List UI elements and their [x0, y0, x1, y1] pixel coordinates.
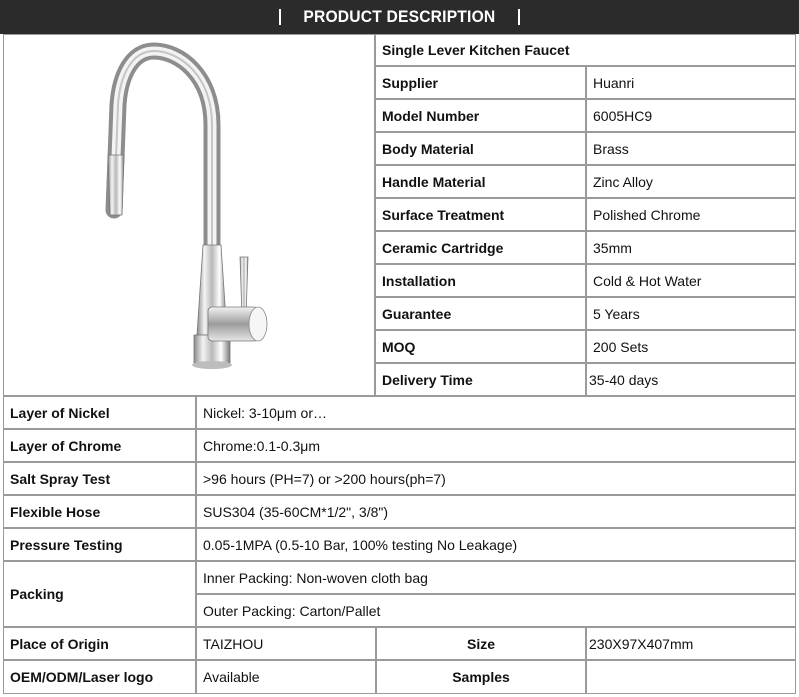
detail-value: >96 hours (PH=7) or >200 hours(ph=7): [196, 462, 796, 495]
product-image-cell: [3, 34, 375, 396]
samples-label: Samples: [376, 660, 586, 694]
origin-value: TAIZHOU: [196, 627, 376, 660]
spec-label: Supplier: [375, 66, 586, 99]
product-name: Single Lever Kitchen Faucet: [375, 34, 796, 66]
detail-label: Pressure Testing: [3, 528, 196, 561]
size-label: Size: [376, 627, 586, 660]
spec-value: Brass: [586, 132, 796, 165]
detail-label: Flexible Hose: [3, 495, 196, 528]
spec-value: 35-40 days: [586, 363, 796, 396]
outer-packing-value: Outer Packing: Carton/Pallet: [196, 594, 796, 627]
inner-packing-value: Inner Packing: Non-woven cloth bag: [196, 561, 796, 594]
spec-label: Ceramic Cartridge: [375, 231, 586, 264]
size-value: 230X97X407mm: [586, 627, 796, 660]
spec-label: Surface Treatment: [375, 198, 586, 231]
detail-value: Chrome:0.1-0.3μm: [196, 429, 796, 462]
spec-value: 35mm: [586, 231, 796, 264]
samples-value: [586, 660, 796, 694]
spec-value: 200 Sets: [586, 330, 796, 363]
spec-label: Model Number: [375, 99, 586, 132]
detail-value: SUS304 (35-60CM*1/2", 3/8"): [196, 495, 796, 528]
spec-label: MOQ: [375, 330, 586, 363]
spec-value: Polished Chrome: [586, 198, 796, 231]
spec-value: Huanri: [586, 66, 796, 99]
spec-label: Guarantee: [375, 297, 586, 330]
spec-label: Body Material: [375, 132, 586, 165]
spec-value: 5 Years: [586, 297, 796, 330]
section-header: [0, 0, 799, 34]
detail-label: Layer of Nickel: [3, 396, 196, 429]
oem-label: OEM/ODM/Laser logo: [3, 660, 196, 694]
spec-label: Handle Material: [375, 165, 586, 198]
spec-label: Installation: [375, 264, 586, 297]
spec-value: 6005HC9: [586, 99, 796, 132]
header-right-bar: [518, 9, 520, 25]
kitchen-faucet-image: [4, 35, 374, 395]
header-left-bar: [279, 9, 281, 25]
oem-value: Available: [196, 660, 376, 694]
origin-label: Place of Origin: [3, 627, 196, 660]
detail-value: Nickel: 3-10μm or…: [196, 396, 796, 429]
packing-label: Packing: [3, 561, 196, 627]
detail-label: Layer of Chrome: [3, 429, 196, 462]
spec-label: Delivery Time: [375, 363, 586, 396]
detail-value: 0.05-1MPA (0.5-10 Bar, 100% testing No Leakage): [196, 528, 796, 561]
spec-value: Cold & Hot Water: [586, 264, 796, 297]
spec-value: Zinc Alloy: [586, 165, 796, 198]
detail-label: Salt Spray Test: [3, 462, 196, 495]
header-title: PRODUCT DESCRIPTION: [303, 7, 496, 26]
